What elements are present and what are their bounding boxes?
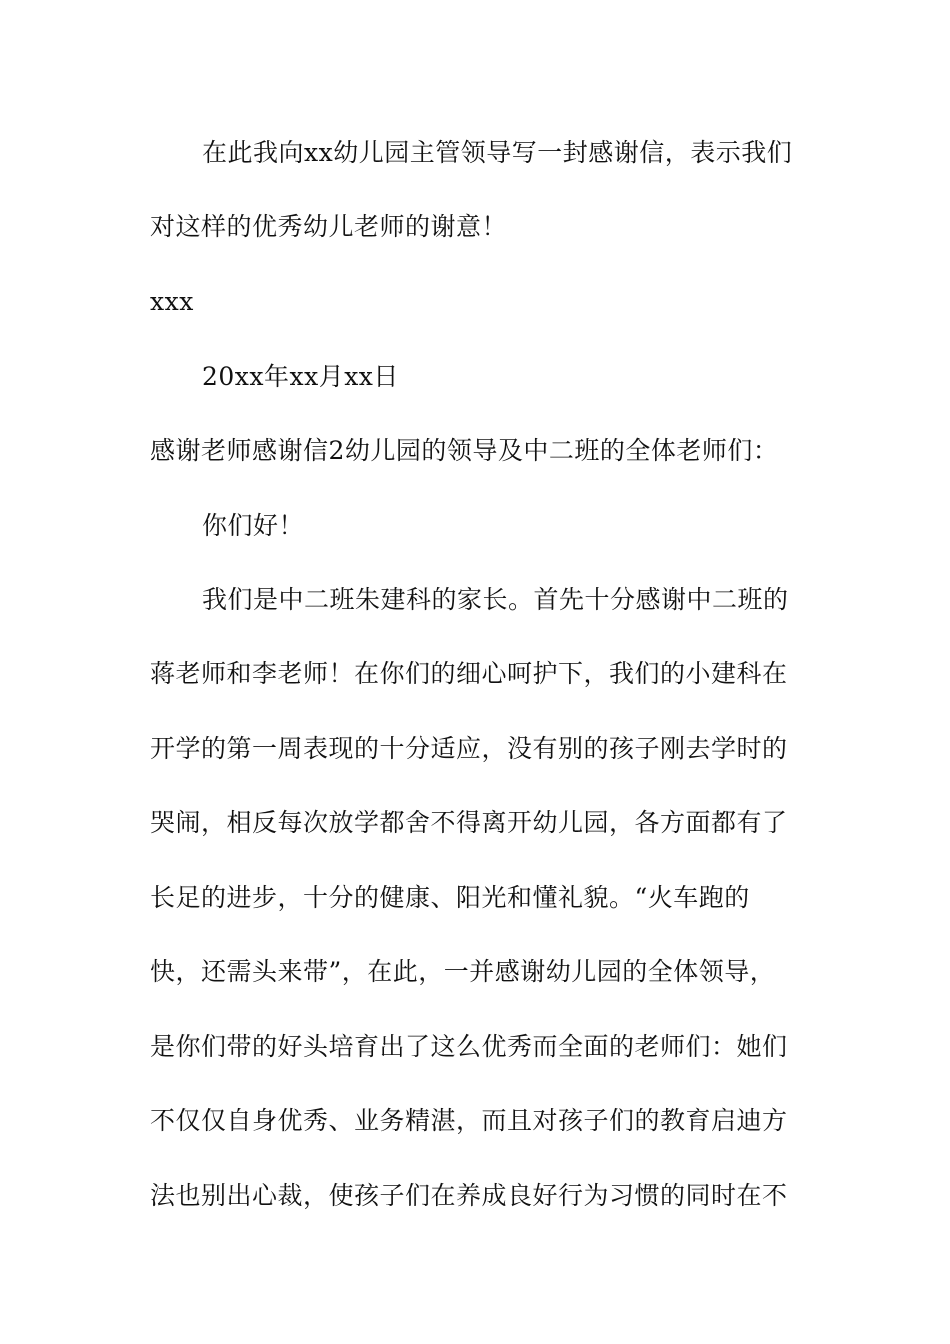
paragraph-line: 开学的第一周表现的十分适应，没有别的孩子刚去学时的: [150, 734, 788, 763]
letter-heading: 感谢老师感谢信2幼儿园的领导及中二班的全体老师们：: [150, 436, 779, 465]
greeting: 你们好！: [202, 511, 305, 540]
paragraph-line: 我们是中二班朱建科的家长。首先十分感谢中二班的: [202, 585, 789, 614]
paragraph-line: 对这样的优秀幼儿老师的谢意！: [150, 212, 508, 241]
signature-name: xxx: [150, 287, 194, 316]
paragraph-line: 在此我向xx幼儿园主管领导写一封感谢信，表示我们: [202, 138, 793, 167]
paragraph-line: 是你们带的好头培育出了这么优秀而全面的老师们：她们: [150, 1032, 788, 1061]
paragraph-line: 蒋老师和李老师！在你们的细心呵护下，我们的小建科在: [150, 659, 788, 688]
signature-date: 20xx年xx月xx日: [202, 362, 399, 391]
paragraph-line: 法也别出心裁，使孩子们在养成良好行为习惯的同时在不: [150, 1181, 788, 1210]
paragraph-line: 哭闹，相反每次放学都舍不得离开幼儿园，各方面都有了: [150, 808, 788, 837]
paragraph-line: 快，还需头来带”，在此，一并感谢幼儿园的全体领导，: [150, 957, 776, 986]
paragraph-line: 不仅仅自身优秀、业务精湛，而且对孩子们的教育启迪方: [150, 1106, 788, 1135]
paragraph-line: 长足的进步，十分的健康、阳光和懂礼貌。“火车跑的: [150, 883, 750, 912]
